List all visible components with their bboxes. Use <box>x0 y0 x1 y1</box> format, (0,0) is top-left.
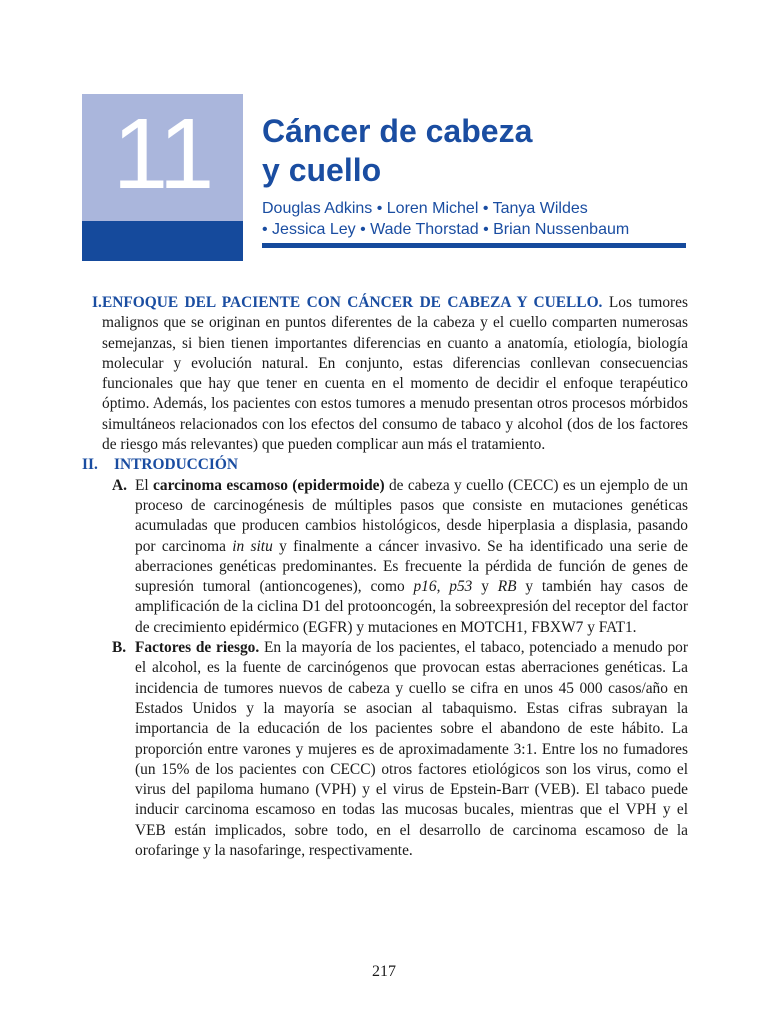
section-1 <box>82 293 688 455</box>
chapter-number-box <box>82 94 243 261</box>
subsection-b-body: En la mayoría de los pacientes, el tabaco, potenciado a menudo por el alcohol, es la fuente de carcinógenos que provocan estas aberraciones genéticas. La incidencia de tumores nuevos de cabeza y cuello se cifra en unos 45 000 casos/año en Estados Unidos y la mayoría se asocian al tabaquismo. Estas cifras subrayan la importancia de la educación de los pacientes sobre el abandono de este hábito. La proporción entre varones y mujeres es de aproximadamente 3:1. Entre los no fumadores (un 15% de los pacientes con CECC) otros factores etiológicos son los virus, como el virus del papiloma humano (VPH) y el virus de Epstein-Barr (VEB). El tabaco puede inducir carcinoma escamoso en todas las mucosas bucales, mientras que el VPH y el VEB están implicados, sobre todo, en el desarrollo de carcinoma escamoso de la orofaringe y la nasofaringe, respectivamente. <box>135 639 688 860</box>
chapter-content <box>82 293 688 861</box>
subsection-a-comma: , <box>436 578 441 596</box>
chapter-title <box>262 112 532 190</box>
gene-rb: RB <box>497 578 517 596</box>
section-1-heading: ENFOQUE DEL PACIENTE CON CÁNCER DE CABEZA Y CUELLO. <box>102 294 603 311</box>
gene-p16: p16 <box>413 578 437 596</box>
section-2-heading-row <box>82 455 688 475</box>
page-number: 217 <box>372 963 396 980</box>
section-2-number: II. <box>82 456 98 474</box>
subsection-b <box>82 638 688 861</box>
subsection-a-number: A. <box>112 476 127 494</box>
chapter-title-line-2: y cuello <box>262 152 382 188</box>
section-1-body: Los tumores malignos que se originan en puntos diferentes de la cabeza y el cuello comparten numerosas semejanzas, si bien tienen importantes diferencias en cuanto a anatomía, etiología, biología molecular y evolución natural. En conjunto, estas diferencias conllevan consecuencias funcionales que hay que tener en cuenta en el momento de decidir el enfoque terapéutico óptimo. Además, los pacientes con estos tumores a menudo presentan otros procesos mórbidos simultáneos relacionados con los efectos del consumo de tabaco y alcohol (dos de los factores de riesgo más relevantes) que pueden complicar aun más el tratamiento. <box>102 294 688 454</box>
subsection-a-term: carcinoma escamoso (epidermoide) <box>153 476 385 494</box>
subsection-a-italic-in-situ: in situ <box>232 537 273 555</box>
subsection-a-text-4: y también hay casos de amplificación de la ciclina D1 del protooncogén, la sobreexpresión del receptor del factor de crecimiento epidérmico (EGFR) y mutaciones en MOTCH1, FBXW7 y FAT1. <box>135 578 688 636</box>
subsection-a-and: y <box>481 578 489 596</box>
title-rule <box>262 243 686 248</box>
subsection-a-text-2: de cabeza y cuello (CECC) es un ejemplo de un proceso de carcinogénesis de múltiples pasos que consiste en mutaciones genéticas acumuladas que producen cambios histológicos, desde hiperplasia a displasia, pasando por carcinoma <box>135 476 688 555</box>
chapter-number: 11 <box>112 98 213 210</box>
section-2-heading: INTRODUCCIÓN <box>114 456 238 474</box>
subsection-b-heading: Factores de riesgo. <box>135 639 260 657</box>
subsection-a <box>82 476 688 638</box>
gene-p53: p53 <box>449 578 473 596</box>
subsection-a-text-3: y finalmente a cáncer invasivo. Se ha identificado una serie de aberraciones genéticas predominantes. Es frecuente la pérdida de función de genes de supresión tumoral (antioncogenes), como <box>135 537 688 596</box>
subsection-a-text-1: El <box>135 476 149 494</box>
authors-line-2: • Jessica Ley • Wade Thorstad • Brian Nussenbaum <box>262 221 630 238</box>
authors-line-1: Douglas Adkins • Loren Michel • Tanya Wildes <box>262 200 588 217</box>
chapter-box-bar <box>82 221 243 261</box>
chapter-authors <box>262 198 629 240</box>
section-1-number: I. <box>92 294 102 311</box>
subsection-b-number: B. <box>112 639 127 657</box>
chapter-title-line-1: Cáncer de cabeza <box>262 113 533 149</box>
